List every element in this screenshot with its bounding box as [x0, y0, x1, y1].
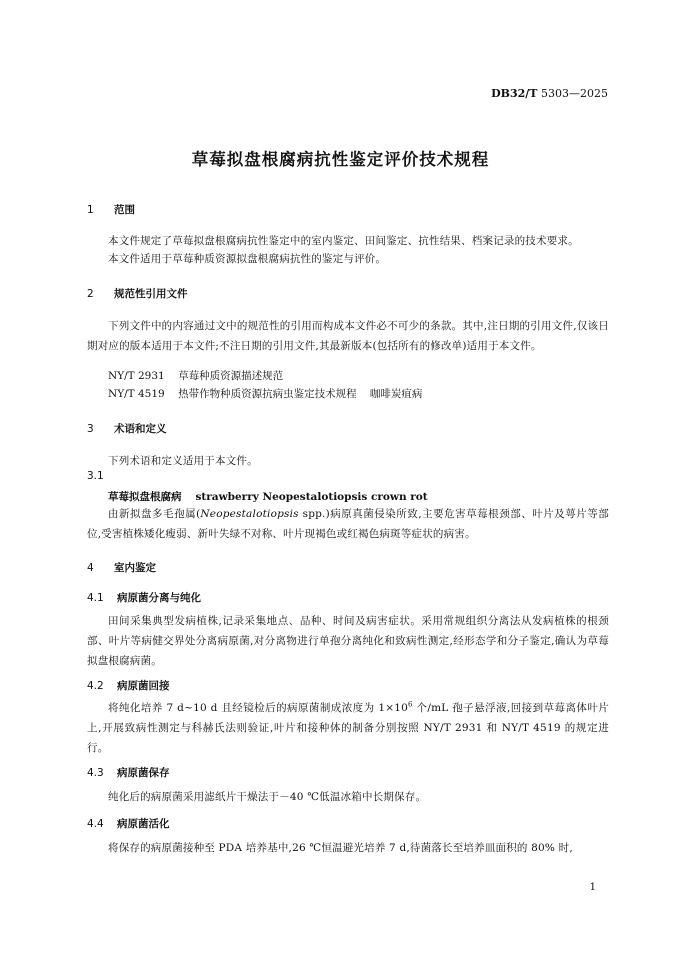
document-title: 草莓拟盘根腐病抗性鉴定评价技术规程 [191, 150, 490, 169]
section-number: 4 [87, 562, 94, 574]
section-title: 术语和定义 [114, 423, 167, 435]
section-1-heading [87, 202, 135, 217]
subsection-number: 4.2 [87, 680, 104, 692]
term-definition [87, 504, 609, 544]
subsection-number: 4.3 [87, 767, 104, 779]
subsection-title: 病原菌分离与纯化 [117, 592, 201, 604]
paragraph: 田间采集典型发病植株,记录采集地点、品种、时间及病害症状。采用常规组织分离法从发病植株的根颈部、叶片等病健交界处分离病原菌,对分离物进行单孢分离纯化和致病性测定,经形态学和分子鉴定,确认为草莓拟盘根腐病菌。 [87, 615, 609, 667]
exponent: 6 [408, 700, 413, 709]
standard-code-prefix: DB32/T [491, 87, 538, 100]
standard-code [491, 87, 608, 100]
subsection-number: 4.1 [87, 592, 104, 604]
subsection-number: 4.4 [87, 818, 104, 830]
paragraph [87, 698, 609, 758]
subsection-4-1-heading [87, 590, 201, 605]
paragraph: 本文件规定了草莓拟盘根腐病抗性鉴定中的室内鉴定、田间鉴定、抗性结果、档案记录的技术要求。 [108, 235, 579, 247]
section-number: 2 [87, 288, 94, 300]
section-number: 1 [87, 204, 94, 216]
reference-item: NY/T 4519 热带作物种质资源抗病虫鉴定技术规程 咖啡炭疽病 [108, 388, 423, 400]
paragraph: 本文件适用于草莓种质资源拟盘根腐病抗性的鉴定与评价。 [108, 253, 387, 265]
section-title: 室内鉴定 [114, 562, 156, 574]
subsection-4-4-heading [87, 816, 170, 831]
genus-name: Neopestalotiopsis [200, 508, 299, 520]
definition-text: spp.)病原真菌侵染所致,主要危害草莓根颈部、叶片及萼片等部位,受害植株矮化瘦弱、新叶失绿不对称、叶片现褐色或红褐色病斑等症状的病害。 [87, 508, 609, 540]
subsection-title: 病原菌保存 [117, 767, 170, 779]
page-number: 1 [589, 882, 596, 893]
term-name-en: strawberry Neopestalotiopsis crown rot [195, 491, 428, 503]
section-title: 规范性引用文件 [114, 288, 188, 300]
section-4-heading [87, 560, 156, 575]
paragraph: 纯化后的病原菌采用滤纸片干燥法于－40 ℃低温冰箱中长期保存。 [108, 791, 427, 803]
reference-item: NY/T 2931 草莓种质资源描述规范 [108, 370, 284, 382]
paragraph-text: 将纯化培养 7 d~10 d 且经镜检后的病原菌制成浓度为 1×10 [108, 702, 408, 714]
subsection-title: 病原菌活化 [117, 818, 170, 830]
subsection-title: 病原菌回接 [117, 680, 170, 692]
standard-code-number: 5303—2025 [537, 87, 608, 100]
section-number: 3 [87, 423, 94, 435]
paragraph-text: 个/mL 孢子悬浮液,回接到草莓离体叶片上,开展致病性测定与科赫氏法则验证,叶片和接种体的制备分别按照 NY/T 2931 和 NY/T 4519 的规定进行。 [87, 702, 610, 754]
paragraph: 将保存的病原菌接种至 PDA 培养基中,26 ℃恒温避光培养 7 d,待菌落长至培养皿面积的 80% 时, [108, 842, 573, 854]
term-name [108, 489, 428, 504]
term-number: 3.1 [87, 470, 104, 482]
section-3-heading [87, 421, 167, 436]
paragraph: 下列术语和定义适用于本文件。 [108, 455, 258, 467]
definition-text: 由新拟盘多毛孢属( [108, 508, 201, 520]
subsection-4-3-heading [87, 765, 170, 780]
paragraph: 下列文件中的内容通过文中的规范性的引用而构成本文件必不可少的条款。其中,注日期的引用文件,仅该日期对应的版本适用于本文件;不注日期的引用文件,其最新版本(包括所有的修改单)适用于本文件。 [87, 320, 609, 352]
term-name-cn: 草莓拟盘根腐病 [108, 491, 182, 503]
section-2-heading [87, 286, 188, 301]
subsection-4-2-heading [87, 678, 170, 693]
section-title: 范围 [114, 204, 135, 216]
